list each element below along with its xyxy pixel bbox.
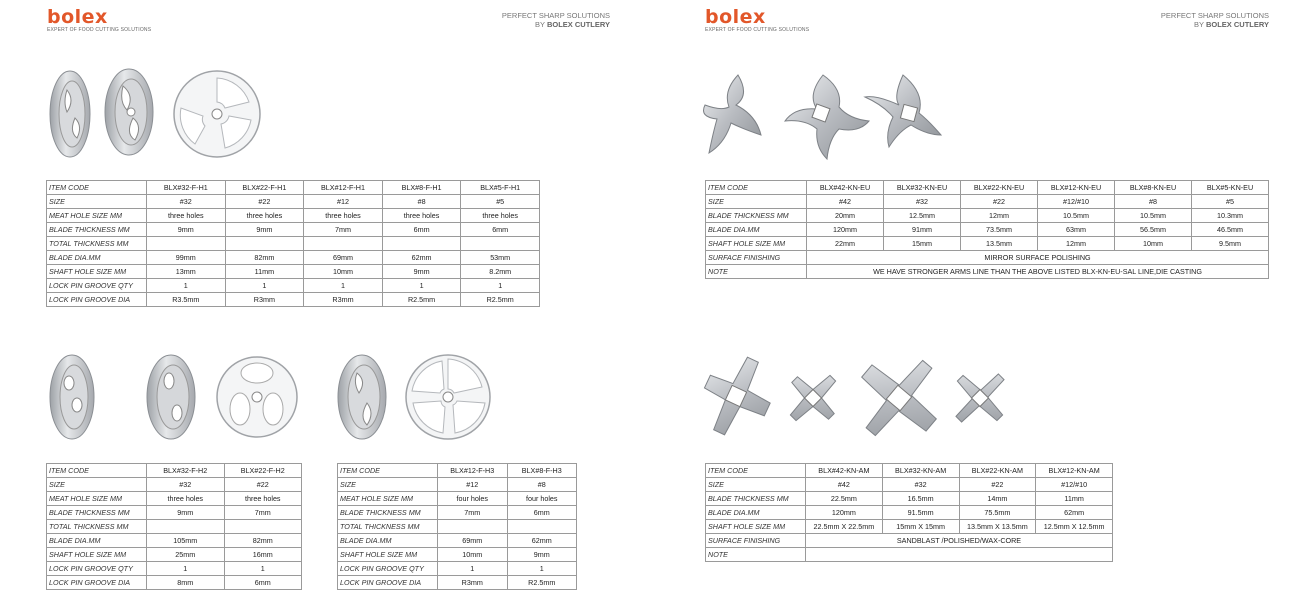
row-label: BLADE DIA.MM [706, 223, 807, 237]
table-cell: BLX#32-KN-AM [882, 464, 959, 478]
table-cell [438, 520, 508, 534]
table-cell: #42 [806, 478, 883, 492]
table-cell: four holes [507, 492, 577, 506]
brand-logo-2: bolex [705, 6, 766, 28]
table-cell: 1 [224, 562, 302, 576]
table-cell: 62mm [1036, 506, 1113, 520]
table-cell: 120mm [806, 506, 883, 520]
table-cell: 6mm [382, 223, 461, 237]
table-cell: 12.5mm [884, 209, 961, 223]
table-cell [224, 520, 302, 534]
table-cell: #32 [884, 195, 961, 209]
row-label: ITEM CODE [47, 464, 147, 478]
header-brandline-left [430, 11, 610, 29]
table-cell: BLX#32-F-H2 [147, 464, 225, 478]
table-cell: BLX#12-F-H3 [438, 464, 508, 478]
table-cell: 8mm [147, 576, 225, 590]
table-row-surface-finishing [706, 534, 1113, 548]
table-cell: 16mm [224, 548, 302, 562]
table-cell: 8.2mm [461, 265, 540, 279]
brand-tagline-2: EXPERT OF FOOD CUTTING SOLUTIONS [705, 27, 810, 33]
table-cell: 13.5mm [961, 237, 1038, 251]
table-cell: 11mm [225, 265, 304, 279]
brandline-brand: BOLEX CUTLERY [546, 20, 610, 29]
table-cell: three holes [461, 209, 540, 223]
spec-table-plate-h3 [337, 463, 577, 590]
table-row [47, 279, 540, 293]
row-label: SHAFT HOLE SIZE MM [47, 265, 147, 279]
table-cell: R2.5mm [461, 293, 540, 307]
row-label: SHAFT HOLE SIZE MM [47, 548, 147, 562]
table-cell: 82mm [224, 534, 302, 548]
row-label: BLADE THICKNESS MM [706, 209, 807, 223]
grinder-plate-h3-image [335, 353, 495, 443]
table-cell: #22 [224, 478, 302, 492]
row-label: ITEM CODE [47, 181, 147, 195]
table-cell: 1 [507, 562, 577, 576]
brand-tagline: EXPERT OF FOOD CUTTING SOLUTIONS [47, 27, 152, 33]
row-label: SHAFT HOLE SIZE MM [706, 520, 806, 534]
row-label: LOCK PIN GROOVE QTY [47, 562, 147, 576]
table-cell: 69mm [304, 251, 383, 265]
table-cell: four holes [438, 492, 508, 506]
header-brandline-right [1089, 11, 1269, 29]
table-cell: three holes [147, 492, 225, 506]
row-label: LOCK PIN GROOVE QTY [338, 562, 438, 576]
table-cell: 73.5mm [961, 223, 1038, 237]
table-cell: #5 [461, 195, 540, 209]
table-cell: R3.5mm [147, 293, 226, 307]
row-label: MEAT HOLE SIZE MM [338, 492, 438, 506]
table-cell: #32 [147, 195, 226, 209]
table-cell: #5 [1192, 195, 1269, 209]
row-label: SIZE [338, 478, 438, 492]
table-cell: 62mm [382, 251, 461, 265]
header-left [47, 8, 327, 34]
table-cell: 14mm [959, 492, 1036, 506]
table-row [338, 548, 577, 562]
table-cell: BLX#5-F-H1 [461, 181, 540, 195]
table-cell: #8 [507, 478, 577, 492]
table-cell: 1 [382, 279, 461, 293]
row-label: LOCK PIN GROOVE DIA [47, 293, 147, 307]
table-cell: BLX#12-F-H1 [304, 181, 383, 195]
table-cell [507, 520, 577, 534]
table-row-note [706, 548, 1113, 562]
table-cell: 25mm [147, 548, 225, 562]
table-cell: 9.5mm [1192, 237, 1269, 251]
row-label: ITEM CODE [706, 464, 806, 478]
table-cell: 6mm [507, 506, 577, 520]
table-cell: 13.5mm X 13.5mm [959, 520, 1036, 534]
row-label: BLADE THICKNESS MM [47, 223, 147, 237]
table-row [47, 209, 540, 223]
table-row [706, 520, 1113, 534]
table-row [338, 506, 577, 520]
knife-eu-image [703, 70, 953, 160]
surface-finishing-label: SURFACE FINISHING [706, 534, 806, 548]
note-value: WE HAVE STRONGER ARMS LINE THAN THE ABOVE LISTED BLX-KN-EU-SAL LINE,DIE CASTING [807, 265, 1269, 279]
table-row [47, 520, 302, 534]
row-label: BLADE THICKNESS MM [338, 506, 438, 520]
row-label: SIZE [47, 195, 147, 209]
brand-logo: bolex [47, 6, 108, 28]
table-row [706, 492, 1113, 506]
table-cell: BLX#32-F-H1 [147, 181, 226, 195]
table-row [706, 237, 1269, 251]
table-row-note [706, 265, 1269, 279]
row-label: ITEM CODE [338, 464, 438, 478]
table-row [47, 576, 302, 590]
brandline-brand-2: BOLEX CUTLERY [1205, 20, 1269, 29]
table-cell: #22 [225, 195, 304, 209]
table-cell: 1 [461, 279, 540, 293]
note-value [806, 548, 1113, 562]
row-label: BLADE THICKNESS MM [706, 492, 806, 506]
table-cell [382, 237, 461, 251]
row-label: BLADE DIA.MM [47, 251, 147, 265]
spec-table-knife-eu [705, 180, 1269, 279]
table-cell: R3mm [225, 293, 304, 307]
table-cell: three holes [224, 492, 302, 506]
table-row [47, 548, 302, 562]
brandline-text-2 [430, 20, 610, 29]
spec-table-plate-h3-body [338, 464, 577, 590]
table-row [338, 520, 577, 534]
row-label: BLADE DIA.MM [47, 534, 147, 548]
table-cell: three holes [147, 209, 226, 223]
table-cell: #32 [147, 478, 225, 492]
table-cell: 56.5mm [1115, 223, 1192, 237]
table-row [338, 478, 577, 492]
table-cell: 9mm [147, 223, 226, 237]
table-cell: 105mm [147, 534, 225, 548]
table-cell: 9mm [147, 506, 225, 520]
table-cell: BLX#22-F-H1 [225, 181, 304, 195]
table-cell: 10.5mm [1115, 209, 1192, 223]
table-cell: 9mm [507, 548, 577, 562]
note-label: NOTE [706, 265, 807, 279]
row-label: SIZE [706, 195, 807, 209]
table-cell: 82mm [225, 251, 304, 265]
table-cell: R2.5mm [382, 293, 461, 307]
table-cell: R3mm [304, 293, 383, 307]
row-label: TOTAL THICKNESS MM [47, 520, 147, 534]
table-cell: 75.5mm [959, 506, 1036, 520]
brandline-text-4 [1089, 20, 1269, 29]
row-label: BLADE THICKNESS MM [47, 506, 147, 520]
table-cell: #8 [382, 195, 461, 209]
surface-finishing-label: SURFACE FINISHING [706, 251, 807, 265]
table-cell: 11mm [1036, 492, 1113, 506]
table-cell: 7mm [438, 506, 508, 520]
table-row [47, 492, 302, 506]
table-cell: 91mm [884, 223, 961, 237]
table-cell: 10.3mm [1192, 209, 1269, 223]
table-row [706, 506, 1113, 520]
table-cell [304, 237, 383, 251]
table-cell: 9mm [225, 223, 304, 237]
table-cell: 9mm [382, 265, 461, 279]
table-cell [147, 520, 225, 534]
table-cell: 15mm [884, 237, 961, 251]
table-cell: BLX#22-KN-AM [959, 464, 1036, 478]
row-label: LOCK PIN GROOVE DIA [47, 576, 147, 590]
table-cell: 7mm [224, 506, 302, 520]
table-cell: 63mm [1038, 223, 1115, 237]
table-row [47, 251, 540, 265]
table-cell: 99mm [147, 251, 226, 265]
spec-table-plate-h2 [46, 463, 302, 590]
row-label: TOTAL THICKNESS MM [338, 520, 438, 534]
table-cell: 22.5mm X 22.5mm [806, 520, 883, 534]
table-row [47, 223, 540, 237]
row-label: LOCK PIN GROOVE QTY [47, 279, 147, 293]
table-cell: 10.5mm [1038, 209, 1115, 223]
table-cell: 10mm [438, 548, 508, 562]
table-row [47, 237, 540, 251]
brandline-prefix-2: BY [1193, 20, 1206, 29]
brandline-prefix: BY [534, 20, 547, 29]
table-cell: R3mm [438, 576, 508, 590]
table-cell: 62mm [507, 534, 577, 548]
table-cell: 91.5mm [882, 506, 959, 520]
table-cell: #12/#10 [1038, 195, 1115, 209]
table-cell: 7mm [304, 223, 383, 237]
table-row [706, 464, 1113, 478]
row-label: TOTAL THICKNESS MM [47, 237, 147, 251]
table-row [706, 209, 1269, 223]
row-label: MEAT HOLE SIZE MM [47, 492, 147, 506]
spec-table-plate-h1-body [47, 181, 540, 307]
grinder-plate-h1-image [45, 68, 275, 168]
table-row [338, 576, 577, 590]
table-cell: 1 [304, 279, 383, 293]
knife-am-image [703, 352, 1013, 444]
table-row [706, 223, 1269, 237]
table-row [47, 265, 540, 279]
row-label: SHAFT HOLE SIZE MM [338, 548, 438, 562]
table-cell: #22 [961, 195, 1038, 209]
table-cell: BLX#12-KN-AM [1036, 464, 1113, 478]
table-cell: #12 [304, 195, 383, 209]
table-cell: 22mm [807, 237, 884, 251]
table-row [338, 464, 577, 478]
table-cell [225, 237, 304, 251]
table-cell: R2.5mm [507, 576, 577, 590]
spec-table-plate-h2-body [47, 464, 302, 590]
table-cell: #22 [959, 478, 1036, 492]
table-cell: three holes [304, 209, 383, 223]
table-cell: BLX#8-F-H1 [382, 181, 461, 195]
table-cell: #8 [1115, 195, 1192, 209]
brandline-text-1: PERFECT SHARP SOLUTIONS [501, 11, 610, 20]
table-cell: 1 [225, 279, 304, 293]
table-row [338, 562, 577, 576]
row-label: SHAFT HOLE SIZE MM [706, 237, 807, 251]
table-cell: 69mm [438, 534, 508, 548]
table-row [706, 195, 1269, 209]
spec-table-plate-h1 [46, 180, 540, 307]
table-cell: #12 [438, 478, 508, 492]
table-row [338, 534, 577, 548]
table-cell: BLX#22-F-H2 [224, 464, 302, 478]
table-row [47, 464, 302, 478]
spec-table-knife-am-body [706, 464, 1113, 562]
table-cell [147, 237, 226, 251]
table-cell: BLX#42-KN-AM [806, 464, 883, 478]
row-label: SIZE [47, 478, 147, 492]
table-row [47, 181, 540, 195]
spec-table-knife-eu-body [706, 181, 1269, 279]
table-cell: BLX#8-KN-EU [1115, 181, 1192, 195]
row-label: SIZE [706, 478, 806, 492]
brandline-text-3: PERFECT SHARP SOLUTIONS [1160, 11, 1269, 20]
table-cell: 1 [438, 562, 508, 576]
table-row [706, 181, 1269, 195]
row-label: LOCK PIN GROOVE DIA [338, 576, 438, 590]
table-cell: 1 [147, 562, 225, 576]
table-cell: 53mm [461, 251, 540, 265]
table-cell: three holes [382, 209, 461, 223]
table-cell: 10mm [1115, 237, 1192, 251]
table-cell: 15mm X 15mm [882, 520, 959, 534]
table-cell: 12mm [1038, 237, 1115, 251]
table-cell: 6mm [461, 223, 540, 237]
table-row-surface-finishing [706, 251, 1269, 265]
row-label: BLADE DIA.MM [338, 534, 438, 548]
table-row [706, 478, 1113, 492]
table-cell: 12.5mm X 12.5mm [1036, 520, 1113, 534]
table-cell: BLX#12-KN-EU [1038, 181, 1115, 195]
row-label: BLADE DIA.MM [706, 506, 806, 520]
surface-finishing-value: SANDBLAST /POLISHED/WAX-CORE [806, 534, 1113, 548]
table-cell: #12/#10 [1036, 478, 1113, 492]
table-row [47, 195, 540, 209]
table-cell: BLX#42-KN-EU [807, 181, 884, 195]
table-cell [461, 237, 540, 251]
table-cell: 20mm [807, 209, 884, 223]
row-label: ITEM CODE [706, 181, 807, 195]
table-cell: 6mm [224, 576, 302, 590]
grinder-plate-h2-image [45, 353, 275, 443]
table-cell: 10mm [304, 265, 383, 279]
table-cell: BLX#32-KN-EU [884, 181, 961, 195]
table-cell: 1 [147, 279, 226, 293]
table-row [338, 492, 577, 506]
note-label: NOTE [706, 548, 806, 562]
table-cell: 16.5mm [882, 492, 959, 506]
table-cell: #42 [807, 195, 884, 209]
table-row [47, 534, 302, 548]
header-right [705, 8, 985, 34]
table-row [47, 293, 540, 307]
table-row [47, 478, 302, 492]
table-row [47, 562, 302, 576]
table-row [47, 506, 302, 520]
table-cell: BLX#8-F-H3 [507, 464, 577, 478]
table-cell: BLX#22-KN-EU [961, 181, 1038, 195]
table-cell: 120mm [807, 223, 884, 237]
row-label: MEAT HOLE SIZE MM [47, 209, 147, 223]
table-cell: 46.5mm [1192, 223, 1269, 237]
table-cell: BLX#5-KN-EU [1192, 181, 1269, 195]
spec-table-knife-am [705, 463, 1113, 562]
table-cell: three holes [225, 209, 304, 223]
table-cell: 22.5mm [806, 492, 883, 506]
table-cell: 13mm [147, 265, 226, 279]
surface-finishing-value: MIRROR SURFACE POLISHING [807, 251, 1269, 265]
table-cell: 12mm [961, 209, 1038, 223]
table-cell: #32 [882, 478, 959, 492]
